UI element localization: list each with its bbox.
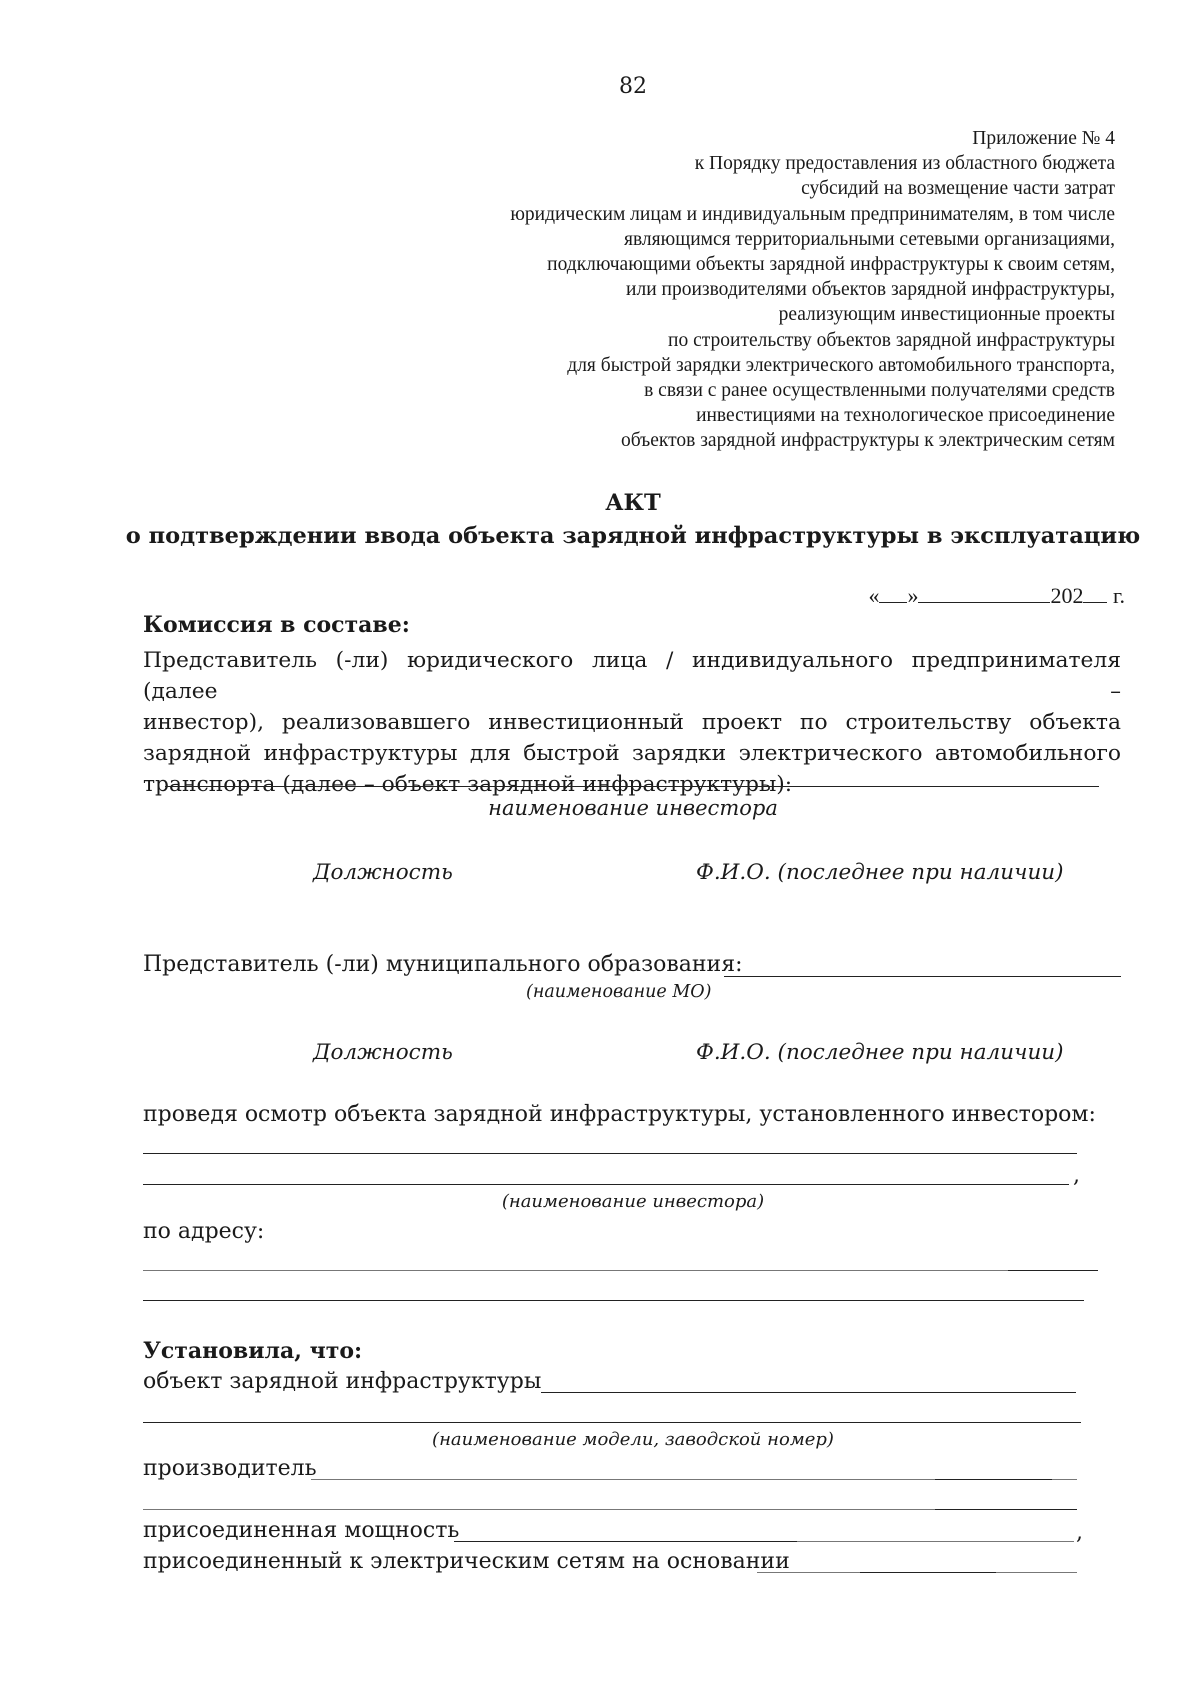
object-line-2: [143, 1422, 1081, 1423]
model-caption: (наименование модели, заводской номер): [432, 1429, 834, 1450]
appendix-line: инвестициями на технологическое присоединение: [696, 405, 1115, 427]
document-title: АКТ: [605, 490, 661, 516]
paragraph-line: зарядной инфраструктуры для быстрой зарядки электрического автомобильного: [143, 741, 1121, 766]
appendix-line: юридическим лицам и индивидуальным предпринимателям, в том числе: [510, 203, 1115, 225]
manufacturer-line-dark: [935, 1479, 1052, 1480]
paragraph-line: Представитель (-ли) юридического лица / индивидуального предпринимателя (далее –: [143, 648, 1121, 704]
mo-name-line: [724, 976, 1121, 977]
address-label: по адресу:: [143, 1219, 265, 1244]
position-label: Должность: [313, 860, 453, 885]
appendix-line: реализующим инвестиционные проекты: [778, 304, 1115, 326]
month-blank: [918, 582, 1050, 603]
object-label: объект зарядной инфраструктуры: [143, 1369, 542, 1394]
manufacturer-label: производитель: [143, 1456, 317, 1481]
investor-name-caption: наименование инвестора: [488, 796, 778, 820]
power-comma: ,: [1076, 1520, 1083, 1545]
power-label: присоединенная мощность: [143, 1518, 460, 1543]
appendix-line: являющимся территориальными сетевыми организациями,: [624, 228, 1115, 250]
fio-label: Ф.И.О. (последнее при наличии): [696, 860, 1064, 885]
mo-caption: (наименование МО): [526, 982, 712, 1002]
day-blank: [879, 582, 907, 603]
mo-rep-label: Представитель (-ли) муниципального образования:: [143, 952, 743, 977]
fio-label: Ф.И.О. (последнее при наличии): [696, 1040, 1064, 1065]
document-subtitle: о подтверждении ввода объекта зарядной инфраструктуры в эксплуатацию: [125, 523, 1141, 549]
date-close-quote: »: [907, 583, 919, 608]
investor-rep-paragraph: [143, 645, 1121, 800]
appendix-line: Приложение № 4: [972, 128, 1115, 149]
year-prefix: 202: [1050, 583, 1084, 608]
appendix-line: по строительству объектов зарядной инфраструктуры: [668, 329, 1115, 351]
object-line: [541, 1392, 1076, 1393]
manufacturer-line-2-dark: [935, 1509, 1077, 1510]
page-number: 82: [619, 74, 647, 99]
established-heading: Установила, что:: [143, 1338, 363, 1364]
appendix-line: к Порядку предоставления из областного бюджета: [694, 153, 1115, 175]
appendix-line: для быстрой зарядки электрического автомобильного транспорта,: [567, 354, 1115, 376]
position-label: Должность: [313, 1040, 453, 1065]
appendix-header: [510, 126, 1115, 454]
year-blank: [1083, 582, 1107, 603]
appendix-line: подключающими объекты зарядной инфраструктуры к своим сетям,: [547, 254, 1115, 276]
year-suffix: г.: [1112, 583, 1125, 608]
date-open-quote: «: [868, 583, 880, 608]
investor-line-comma: ,: [1073, 1163, 1080, 1188]
appendix-line: в связи с ранее осуществленными получателями средств: [644, 380, 1115, 402]
paragraph-line: инвестор), реализовавшего инвестиционный проект по строительству объекта: [143, 710, 1121, 735]
date-line: [868, 582, 1125, 609]
appendix-line: субсидий на возмещение части затрат: [801, 178, 1115, 200]
appendix-line: объектов зарядной инфраструктуры к электрическим сетям: [620, 430, 1115, 452]
grid-label: присоединенный к электрическим сетям на основании: [143, 1549, 790, 1574]
appendix-line: или производителями объектов зарядной инфраструктуры,: [626, 279, 1115, 301]
investor-line-2: [143, 1184, 1069, 1185]
commission-heading: Комиссия в составе:: [143, 612, 410, 638]
investor-caption: (наименование инвестора): [501, 1191, 765, 1212]
address-line-2: [143, 1300, 1084, 1301]
paragraph-line: транспорта (далее – объект зарядной инфраструктуры):: [143, 772, 793, 797]
investor-name-line: [165, 786, 1099, 787]
address-line-1: [143, 1270, 1098, 1271]
grid-line-dark: [860, 1572, 996, 1573]
inspection-text: проведя осмотр объекта зарядной инфраструктуры, установленного инвестором:: [143, 1102, 1096, 1127]
power-line-dark: [454, 1541, 797, 1542]
investor-line-1: [143, 1153, 1077, 1154]
address-line-1-dark: [1008, 1270, 1098, 1271]
